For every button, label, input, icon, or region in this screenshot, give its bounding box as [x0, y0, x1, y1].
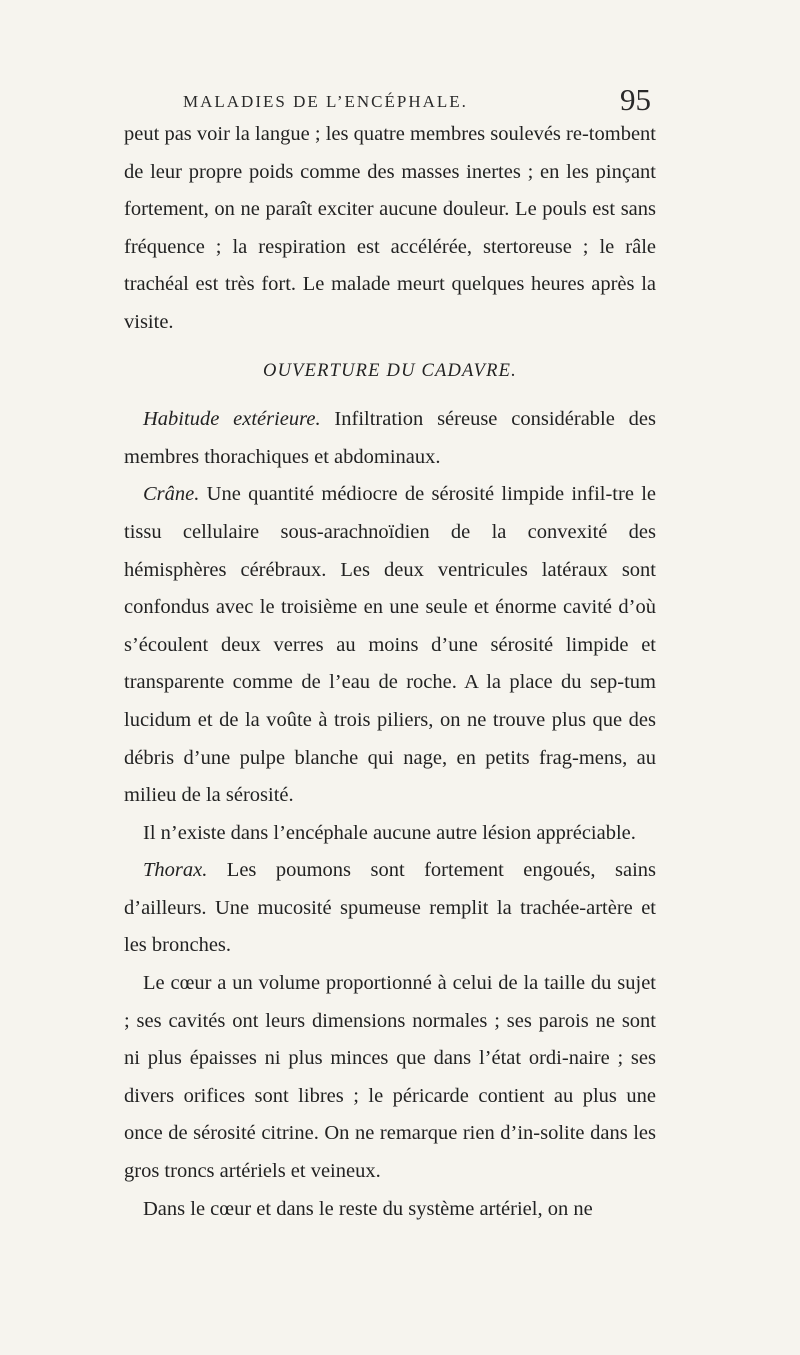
paragraph-3 — [124, 476, 656, 814]
paragraph-1: peut pas voir la langue ; les quatre membres soulevés re-tombent de leur propre poids comme des masses inertes ; en les pinçant fortement, on ne paraît exciter aucune douleur. Le pouls est sans fréquence ; la respiration est accélérée, stertoreuse ; le râle trachéal est très fort. Le malade meurt quelques heures après la visite. — [124, 123, 656, 333]
paragraph-2 — [124, 401, 656, 476]
paragraph-3-lead: Crâne. — [143, 483, 200, 506]
body-text — [124, 116, 656, 1228]
paragraph-4: Il n’existe dans l’encéphale aucune autre lésion appréciable. — [143, 821, 636, 844]
paragraph-3-text: Une quantité médiocre de sérosité limpide infil-tre le tissu cellulaire sous-arachnoïdien de la convexité des hémisphères cérébraux. Les deux ventricules latéraux sont confondus avec le troisième en une seule et énorme cavité d’où s’écoulent deux verres au moins d’une sérosité limpide et transparente comme de l’eau de roche. A la place du sep-tum lucidum et de la voûte à trois piliers, on ne trouve plus que des débris d’une pulpe blanche qui nage, en petits frag-mens, au milieu de la sérosité. — [124, 483, 656, 807]
paragraph-6: Le cœur a un volume proportionné à celui de la taille du sujet ; ses cavités ont leurs dimensions normales ; ses parois ne sont ni plus épaisses ni plus minces que dans l’état ordi-naire ; ses divers orifices sont libres ; le péricarde contient au plus une once de sérosité citrine. On ne remarque rien d’in-solite dans les gros troncs artériels et veineux. — [124, 972, 656, 1183]
paragraph-5 — [124, 852, 656, 965]
paragraph-5-lead: Thorax. — [143, 859, 208, 882]
paragraph-2-lead: Habitude extérieure. — [143, 408, 321, 431]
page-number: 95 — [620, 82, 651, 117]
paragraph-7: Dans le cœur et dans le reste du système artériel, on ne — [143, 1197, 593, 1220]
section-title: OUVERTURE DU CADAVRE. — [263, 360, 517, 381]
paragraph-2-text: Infiltration séreuse considérable des membres thorachiques et abdominaux. — [124, 408, 656, 468]
running-title: MALADIES DE L’ENCÉPHALE. — [183, 92, 468, 111]
paragraph-5-text: Les poumons sont fortement engoués, sains d’ailleurs. Une mucosité spumeuse remplit la trachée-artère et les bronches. — [124, 859, 656, 957]
